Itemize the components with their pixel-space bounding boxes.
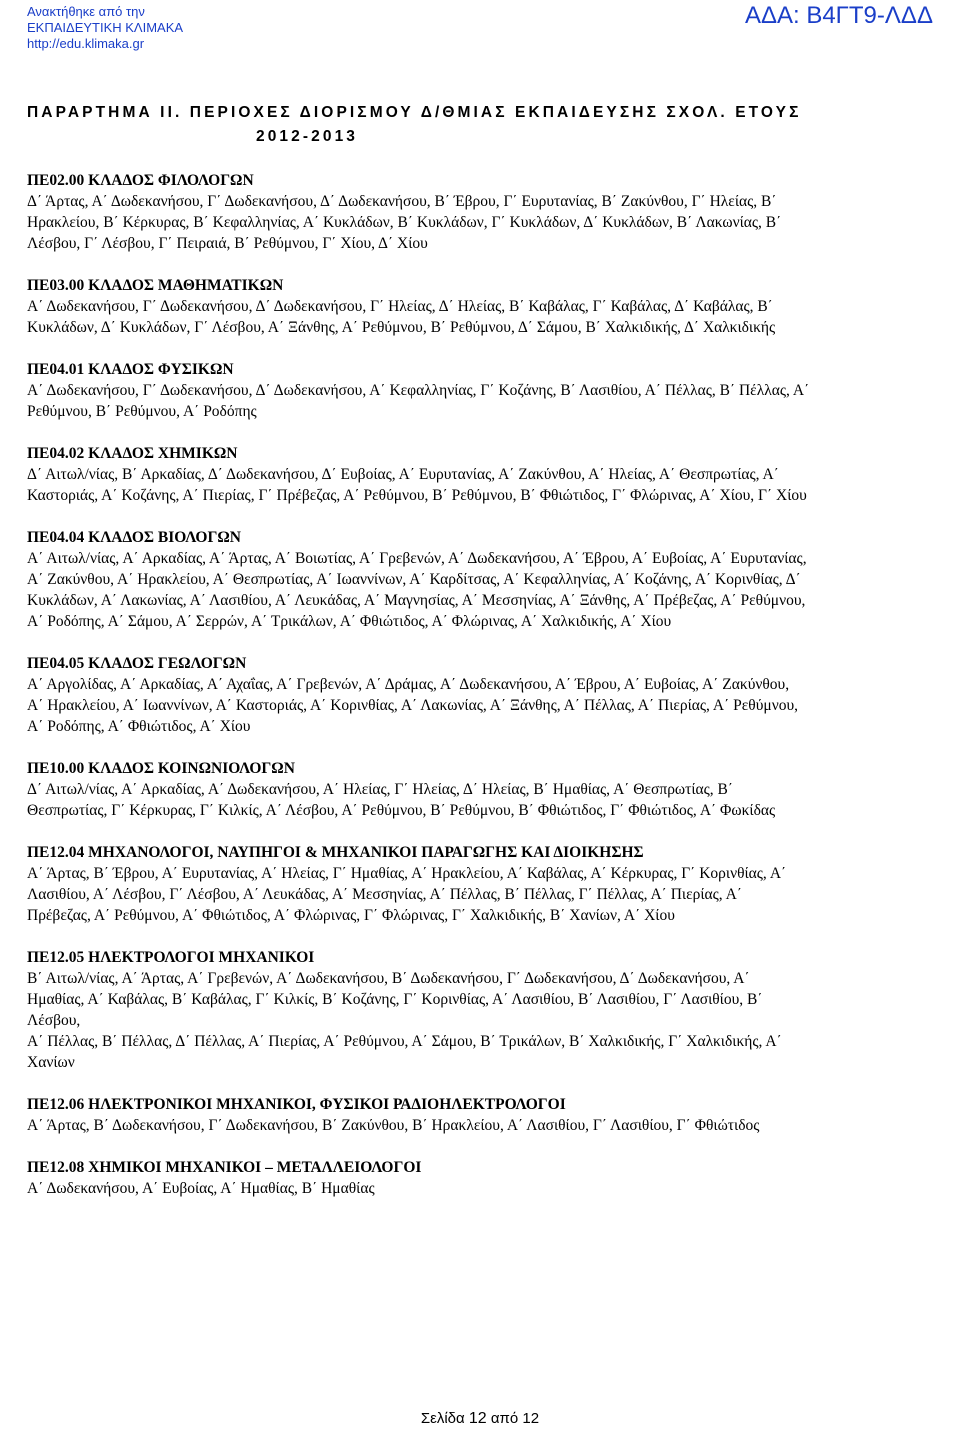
section-line: Ρεθύμνου, Β΄ Ρεθύμνου, Α΄ Ροδόπης	[27, 403, 257, 420]
section-body	[27, 968, 933, 1073]
source-header	[27, 4, 183, 52]
section-body	[27, 464, 933, 506]
footer-page: 12	[468, 1410, 487, 1427]
section-line: Β΄ Αιτωλ/νίας, Α΄ Άρτας, Α΄ Γρεβενών, Α΄ Δωδεκανήσου, Β΄ Δωδεκανήσου, Γ΄ Δωδεκανήσου, Δ΄ Δωδεκανήσου, Α΄	[27, 970, 750, 987]
footer-of: από	[490, 1410, 519, 1427]
footer-label: Σελίδα	[420, 1410, 465, 1427]
section-line: Δ΄ Αιτωλ/νίας, Β΄ Αρκαδίας, Δ΄ Δωδεκανήσου, Δ΄ Ευβοίας, Α΄ Ευρυτανίας, Α΄ Ζακύνθου, Α΄ Ηλείας, Α΄ Θεσπρωτίας, Α΄	[27, 466, 779, 483]
source-url[interactable]: http://edu.klimaka.gr	[27, 36, 145, 51]
section-line: Α΄ Δωδεκανήσου, Α΄ Ευβοίας, Α΄ Ημαθίας, Β΄ Ημαθίας	[27, 1180, 375, 1197]
section-block	[27, 443, 933, 506]
section-block	[27, 527, 933, 632]
section-block	[27, 758, 933, 821]
sections-list	[27, 170, 933, 1220]
section-body	[27, 1115, 933, 1136]
section-line: Α΄ Άρτας, Β΄ Έβρου, Α΄ Ευρυτανίας, Α΄ Ηλείας, Γ΄ Ημαθίας, Α΄ Ηρακλείου, Α΄ Καβάλας, Α΄ Κέρκυρας, Γ΄ Κορινθίας, Α΄	[27, 865, 787, 882]
section-block	[27, 275, 933, 338]
page-footer	[0, 1410, 960, 1428]
section-line: Καστοριάς, Α΄ Κοζάνης, Α΄ Πιερίας, Γ΄ Πρέβεζας, Α΄ Ρεθύμνου, Β΄ Ρεθύμνου, Β΄ Φθιώτιδος, Γ΄ Φλώρινας, Α΄ Χίου, Γ΄ Χίου	[27, 487, 807, 504]
section-body	[27, 863, 933, 926]
section-line: Α΄ Δωδεκανήσου, Γ΄ Δωδεκανήσου, Δ΄ Δωδεκανήσου, Α΄ Κεφαλληνίας, Γ΄ Κοζάνης, Β΄ Λασιθίου, Α΄ Πέλλας, Β΄ Πέλλας, Α΄	[27, 382, 810, 399]
ada-code: ΑΔΑ: Β4ΓΤ9-ΛΔΔ	[744, 2, 933, 29]
section-body	[27, 548, 933, 632]
section-line: Λέσβου,	[27, 1012, 81, 1029]
section-title: ΠΕ10.00 ΚΛΑΔΟΣ ΚΟΙΝΩΝΙΟΛΟΓΩΝ	[27, 760, 295, 777]
section-title: ΠΕ04.04 ΚΛΑΔΟΣ ΒΙΟΛΟΓΩΝ	[27, 529, 241, 546]
section-title: ΠΕ12.05 ΗΛΕΚΤΡΟΛΟΓΟΙ ΜΗΧΑΝΙΚΟΙ	[27, 949, 315, 966]
section-title: ΠΕ04.05 ΚΛΑΔΟΣ ΓΕΩΛΟΓΩΝ	[27, 655, 247, 672]
section-block	[27, 170, 933, 254]
section-line: Α΄ Αιτωλ/νίας, Α΄ Αρκαδίας, Α΄ Άρτας, Α΄ Βοιωτίας, Α΄ Γρεβενών, Α΄ Δωδεκανήσου, Α΄ Έβρου, Α΄ Ευβοίας, Α΄ Ευρυτανίας,	[27, 550, 807, 567]
section-title: ΠΕ02.00 ΚΛΑΔΟΣ ΦΙΛΟΛΟΓΩΝ	[27, 172, 254, 189]
section-line: Ηρακλείου, Β΄ Κέρκυρας, Β΄ Κεφαλληνίας, Α΄ Κυκλάδων, Β΄ Κυκλάδων, Γ΄ Κυκλάδων, Δ΄ Κυκλάδων, Β΄ Λακωνίας, Β΄	[27, 214, 782, 231]
section-line: Α΄ Πέλλας, Β΄ Πέλλας, Δ΄ Πέλλας, Α΄ Πιερίας, Α΄ Ρεθύμνου, Α΄ Σάμου, Β΄ Τρικάλων, Β΄ Χαλκιδικής, Γ΄ Χαλκιδικής, Α΄	[27, 1033, 782, 1050]
section-line: Χανίων	[27, 1054, 75, 1071]
section-line: Πρέβεζας, Α΄ Ρεθύμνου, Α΄ Φθιώτιδος, Α΄ Φλώρινας, Γ΄ Φλώρινας, Γ΄ Χαλκιδικής, Β΄ Χανίων, Α΄ Χίου	[27, 907, 675, 924]
footer-total: 12	[522, 1410, 540, 1427]
section-line: Α΄ Ηρακλείου, Α΄ Ιωαννίνων, Α΄ Καστοριάς, Α΄ Κορινθίας, Α΄ Λακωνίας, Α΄ Ξάνθης, Α΄ Πέλλας, Α΄ Πιερίας, Α΄ Ρεθύμνου,	[27, 697, 799, 714]
section-line: Α΄ Ζακύνθου, Α΄ Ηρακλείου, Α΄ Θεσπρωτίας, Α΄ Ιωαννίνων, Α΄ Καρδίτσας, Α΄ Κεφαλληνίας, Α΄ Κοζάνης, Α΄ Κορινθίας, Δ΄	[27, 571, 801, 588]
section-body	[27, 1178, 933, 1199]
section-line: Κυκλάδων, Δ΄ Κυκλάδων, Γ΄ Λέσβου, Α΄ Ξάνθης, Α΄ Ρεθύμνου, Β΄ Ρεθύμνου, Δ΄ Σάμου, Β΄ Χαλκιδικής, Δ΄ Χαλκιδικής	[27, 319, 776, 336]
section-title: ΠΕ04.01 ΚΛΑΔΟΣ ΦΥΣΙΚΩΝ	[27, 361, 234, 378]
section-title: ΠΕ12.04 ΜΗΧΑΝΟΛΟΓΟΙ, ΝΑΥΠΗΓΟΙ & ΜΗΧΑΝΙΚΟΙ ΠΑΡΑΓΩΓΗΣ ΚΑΙ ΔΙΟΙΚΗΣΗΣ	[27, 844, 644, 861]
section-block	[27, 1157, 933, 1199]
section-body	[27, 674, 933, 737]
section-title: ΠΕ04.02 ΚΛΑΔΟΣ ΧΗΜΙΚΩΝ	[27, 445, 238, 462]
source-line: ΕΚΠΑΙΔΕΥΤΙΚΗ ΚΛΙΜΑΚΑ	[27, 20, 184, 35]
section-body	[27, 380, 933, 422]
annex-title-line2: 2012-2013	[255, 128, 359, 145]
section-line: Ημαθίας, Α΄ Καβάλας, Β΄ Καβάλας, Γ΄ Κιλκίς, Β΄ Κοζάνης, Γ΄ Κορινθίας, Α΄ Λασιθίου, Β΄ Λασιθίου, Γ΄ Λασιθίου, Β΄	[27, 991, 763, 1008]
section-title: ΠΕ12.08 ΧΗΜΙΚΟΙ ΜΗΧΑΝΙΚΟΙ – ΜΕΤΑΛΛΕΙΟΛΟΓΟΙ	[27, 1159, 422, 1176]
section-line: Α΄ Άρτας, Β΄ Δωδεκανήσου, Γ΄ Δωδεκανήσου, Β΄ Ζακύνθου, Β΄ Ηρακλείου, Α΄ Λασιθίου, Γ΄ Λασιθίου, Γ΄ Φθιώτιδος	[27, 1117, 760, 1134]
section-line: Κυκλάδων, Α΄ Λακωνίας, Α΄ Λασιθίου, Α΄ Λευκάδας, Α΄ Μαγνησίας, Α΄ Μεσσηνίας, Α΄ Ξάνθης, Α΄ Πρέβεζας, Α΄ Ρεθύμνου,	[27, 592, 806, 609]
section-line: Α΄ Ροδόπης, Α΄ Σάμου, Α΄ Σερρών, Α΄ Τρικάλων, Α΄ Φθιώτιδος, Α΄ Φλώρινας, Α΄ Χαλκιδικής, Α΄ Χίου	[27, 613, 672, 630]
section-line: Α΄ Δωδεκανήσου, Γ΄ Δωδεκανήσου, Δ΄ Δωδεκανήσου, Γ΄ Ηλείας, Δ΄ Ηλείας, Β΄ Καβάλας, Γ΄ Καβάλας, Δ΄ Καβάλας, Β΄	[27, 298, 773, 315]
section-block	[27, 359, 933, 422]
section-body	[27, 779, 933, 821]
section-block	[27, 947, 933, 1073]
section-line: Λασιθίου, Α΄ Λέσβου, Γ΄ Λέσβου, Α΄ Λευκάδας, Α΄ Μεσσηνίας, Α΄ Πέλλας, Β΄ Πέλλας, Γ΄ Πέλλας, Α΄ Πιερίας, Α΄	[27, 886, 742, 903]
section-line: Δ΄ Αιτωλ/νίας, Α΄ Αρκαδίας, Α΄ Δωδεκανήσου, Α΄ Ηλείας, Γ΄ Ηλείας, Δ΄ Ηλείας, Β΄ Ημαθίας, Α΄ Θεσπρωτίας, Β΄	[27, 781, 734, 798]
section-body	[27, 191, 933, 254]
section-body	[27, 296, 933, 338]
section-block	[27, 653, 933, 737]
section-block	[27, 842, 933, 926]
section-line: Α΄ Ροδόπης, Α΄ Φθιώτιδος, Α΄ Χίου	[27, 718, 251, 735]
section-line: Θεσπρωτίας, Γ΄ Κέρκυρας, Γ΄ Κιλκίς, Α΄ Λέσβου, Α΄ Ρεθύμνου, Β΄ Ρεθύμνου, Β΄ Φθιώτιδος, Γ΄ Φθιώτιδος, Α΄ Φωκίδας	[27, 802, 776, 819]
section-block	[27, 1094, 933, 1136]
source-line: Ανακτήθηκε από την	[27, 4, 145, 19]
section-line: Λέσβου, Γ΄ Λέσβου, Γ΄ Πειραιά, Β΄ Ρεθύμνου, Γ΄ Χίου, Δ΄ Χίου	[27, 235, 428, 252]
annex-title-line1: ΠΑΡΑΡΤΗΜΑ ΙΙ. ΠΕΡΙΟΧΕΣ ΔΙΟΡΙΣΜΟΥ Δ/ΘΜΙΑΣ ΕΚΠΑΙΔΕΥΣΗΣ ΣΧΟΛ. ΕΤΟΥΣ	[27, 104, 802, 121]
section-line: Α΄ Αργολίδας, Α΄ Αρκαδίας, Α΄ Αχαΐας, Α΄ Γρεβενών, Α΄ Δράμας, Α΄ Δωδεκανήσου, Α΄ Έβρου, Α΄ Ευβοίας, Α΄ Ζακύνθου,	[27, 676, 790, 693]
section-line: Δ΄ Άρτας, Α΄ Δωδεκανήσου, Γ΄ Δωδεκανήσου, Δ΄ Δωδεκανήσου, Β΄ Έβρου, Γ΄ Ευρυτανίας, Β΄ Ζακύνθου, Γ΄ Ηλείας, Β΄	[27, 193, 777, 210]
section-title: ΠΕ12.06 ΗΛΕΚΤΡΟΝΙΚΟΙ ΜΗΧΑΝΙΚΟΙ, ΦΥΣΙΚΟΙ ΡΑΔΙΟΗΛΕΚΤΡΟΛΟΓΟΙ	[27, 1096, 566, 1113]
annex-title	[27, 101, 907, 149]
section-title: ΠΕ03.00 ΚΛΑΔΟΣ ΜΑΘΗΜΑΤΙΚΩΝ	[27, 277, 284, 294]
